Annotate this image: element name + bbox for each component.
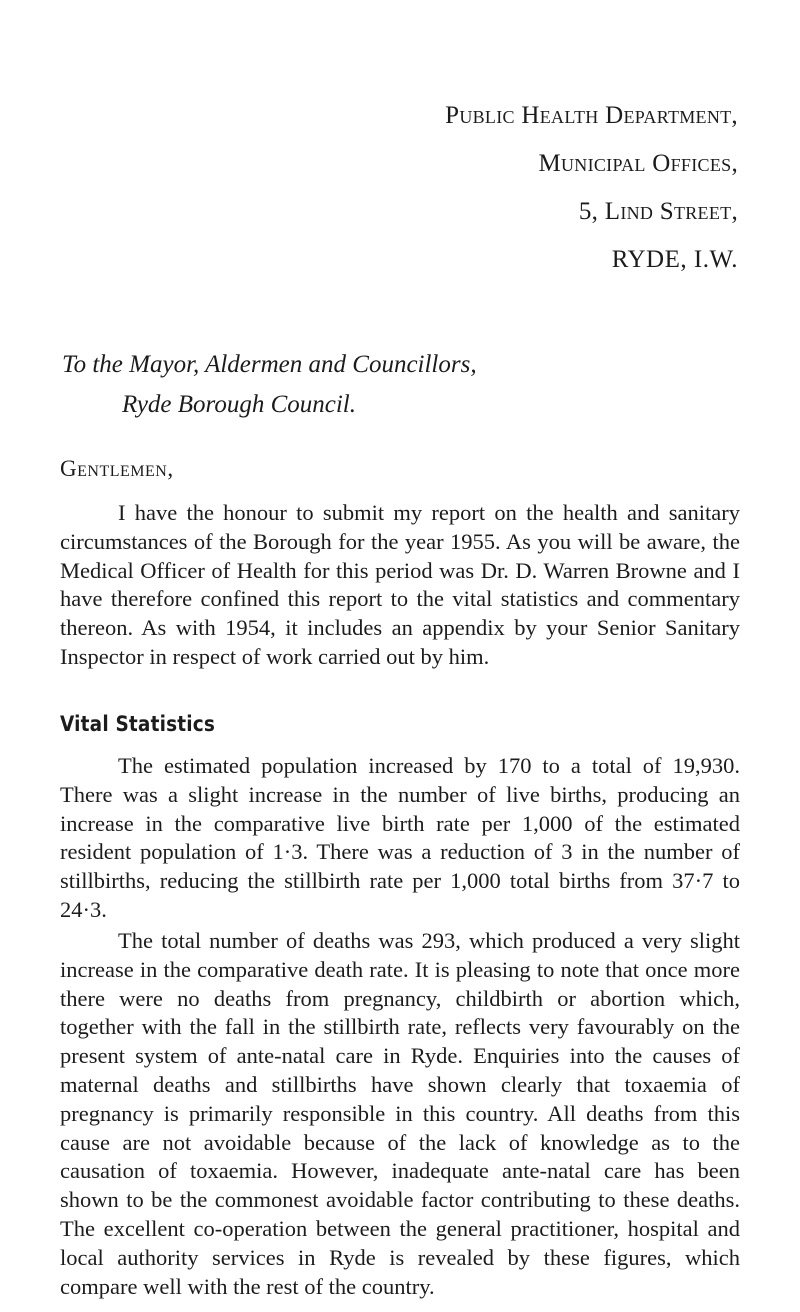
street-address: 5, Lind Street, (578, 198, 738, 225)
population-paragraph: The estimated population increased by 170 to a total of 19,930. There was a slight increase in the number of live births, producing an increase in the comparative live birth rate per 1,000 of the estimated resident population of 1·3. There was a reduction of 3 in the number of stillbirths, reducing the stillbirth rate per 1,000 total births from 37·7 to 24·3. (60, 753, 740, 922)
addressee-line-1: To the Mayor, Aldermen and Councillors, (62, 351, 477, 378)
section-heading: Vital Statistics (60, 712, 216, 736)
intro-paragraph: I have the honour to submit my report on the health and sanitary circumstances of the Borough for the year 1955. As you will be aware, the Medical Officer of Health for this period was Dr. D. Warren Browne and I have therefore confined this report to the vital statistics and commentary thereon. As with 1954, it includes an appendix by your Senior Sanitary Inspector in respect of work carried out by him. (60, 500, 740, 669)
department-name: Public Health Department, (445, 102, 738, 129)
salutation: Gentlemen, (60, 456, 174, 481)
letterhead-address (445, 92, 738, 284)
office-name: Municipal Offices, (538, 150, 738, 177)
town-name: RYDE, I.W. (611, 246, 738, 273)
addressee-line-2: Ryde Borough Council. (122, 391, 356, 418)
deaths-paragraph: The total number of deaths was 293, which produced a very slight increase in the comparative death rate. It is pleasing to note that once more there were no deaths from pregnancy, childbirth or abortion which, together with the fall in the stillbirth rate, reflects very favourably on the present system of ante-natal care in Ryde. Enquiries into the causes of maternal deaths and stillbirths have shown clearly that toxaemia of pregnancy is primarily responsible in this country. All deaths from this cause are not avoidable because of the lack of knowledge as to the causation of toxaemia. However, inadequate ante-natal care has been shown to be the commonest avoidable factor contributing to these deaths. The excellent co-operation between the general practitioner, hospital and local authority services in Ryde is revealed by these figures, which compare well with the rest of the country. (60, 928, 740, 1299)
addressee-block (62, 345, 477, 425)
